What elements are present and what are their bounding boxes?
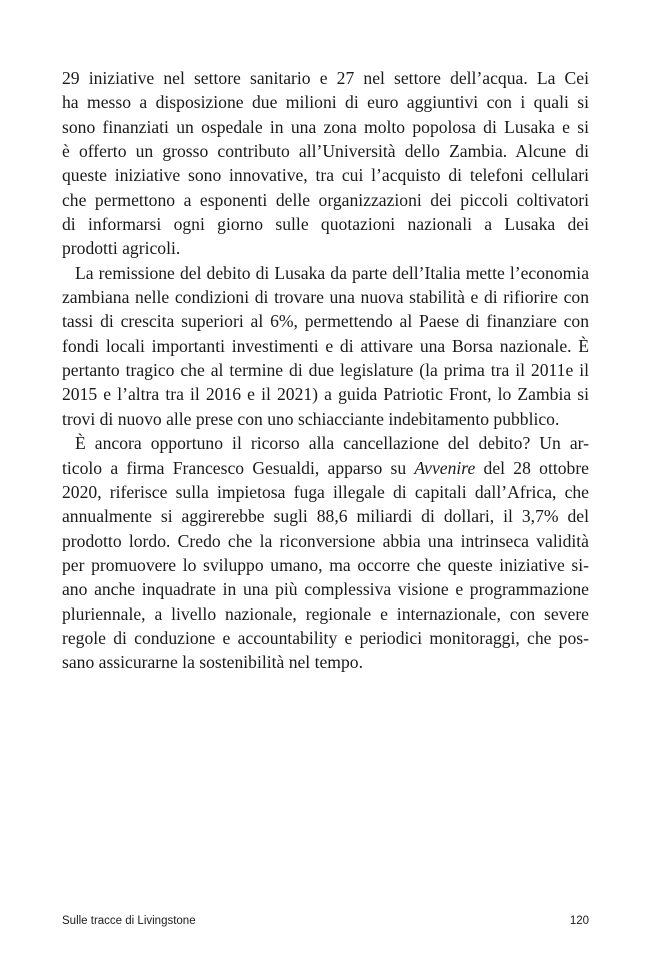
body-text xyxy=(62,66,589,675)
text-line: 29 iniziative nel settore sanitario e 27 nel settore dell’acqua. La Cei xyxy=(62,68,589,88)
text-line: per promuovere lo sviluppo umano, ma occorre che queste iniziative si- xyxy=(62,554,589,575)
text-span: del 28 ottobre xyxy=(475,457,589,478)
text-line: La remissione del debito di Lusaka da parte dell’Italia mette l’economia xyxy=(75,262,589,283)
text-line: pluriennale, a livello nazionale, regionale e internazionale, con severe xyxy=(62,603,589,624)
text-line: fondi locali importanti investimenti e di attivare una Borsa nazionale. È xyxy=(62,335,589,356)
text-line: di informarsi ogni giorno sulle quotazioni nazionali a Lusaka dei xyxy=(62,214,589,235)
text-line: regole di conduzione e accountability e periodici monitoraggi, che pos- xyxy=(62,627,589,648)
text-line: 2020, riferisce sulla impietosa fuga illegale di capitali dall’Africa, che xyxy=(62,481,589,502)
text-line: ha messo a disposizione due milioni di euro aggiuntivi con i quali si xyxy=(62,92,589,113)
text-line: queste iniziative sono innovative, tra cui l’acquisto di telefoni cellulari xyxy=(62,165,589,186)
text-line: È ancora opportuno il ricorso alla cancellazione del debito? Un ar- xyxy=(75,433,589,454)
text-line xyxy=(62,456,589,480)
paragraph-2 xyxy=(62,261,589,431)
running-title: Sulle tracce di Livingstone xyxy=(62,915,196,927)
page-number: 120 xyxy=(569,915,589,927)
text-line: annualmente si aggirerebbe sugli 88,6 miliardi di dollari, il 3,7% del xyxy=(62,506,589,527)
paragraph-1 xyxy=(62,66,589,261)
text-line: prodotto lordo. Credo che la riconversione abbia una intrinseca validità xyxy=(62,530,589,551)
text-line: sono finanziati un ospedale in una zona molto popolosa di Lusaka e si xyxy=(62,116,589,137)
text-line: trovi di nuovo alle prese con uno schiacciante indebitamento pubblico. xyxy=(62,408,560,429)
text-span: ticolo a firma Francesco Gesualdi, apparso su xyxy=(62,457,415,478)
text-line: prodotti agricoli. xyxy=(62,238,181,259)
text-line: ano anche inquadrate in una più complessiva visione e programmazione xyxy=(62,579,589,600)
publication-title: Avvenire xyxy=(414,457,476,478)
text-line: sano assicurarne la sostenibilità nel tempo. xyxy=(62,652,363,673)
text-line: zambiana nelle condizioni di trovare una nuova stabilità e di rifiorire con xyxy=(62,287,589,308)
text-line: tassi di crescita superiori al 6%, permettendo al Paese di finanziare con xyxy=(62,311,589,332)
text-line: pertanto tragico che al termine di due legislature (la prima tra il 2011e il xyxy=(62,360,589,381)
text-line: 2015 e l’altra tra il 2016 e il 2021) a guida Patriotic Front, lo Zambia si xyxy=(62,384,589,405)
text-line: che permettono a esponenti delle organizzazioni dei piccoli coltivatori xyxy=(62,189,589,210)
paragraph-3 xyxy=(62,431,589,674)
page-footer xyxy=(62,915,589,927)
text-line: è offerto un grosso contributo all’Università dello Zambia. Alcune di xyxy=(62,141,589,162)
